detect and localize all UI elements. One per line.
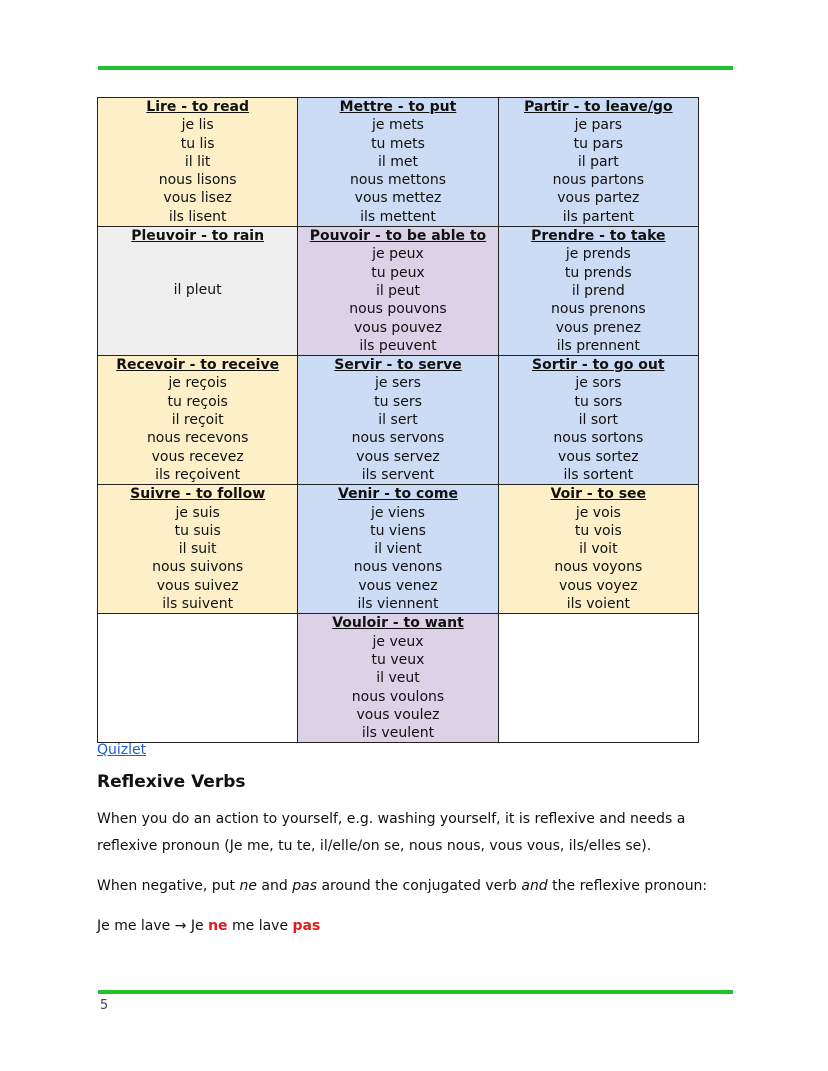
- verb-heading: Lire - to read: [146, 99, 250, 115]
- verb-heading: Mettre - to put: [339, 99, 457, 115]
- section-heading: Reflexive Verbs: [97, 772, 246, 792]
- verb-form: il lit: [184, 153, 211, 170]
- verb-cell-voir: [498, 485, 698, 614]
- verb-form: nous recevons: [146, 430, 249, 447]
- verb-heading: Venir - to come: [338, 486, 458, 503]
- verb-form: ils partent: [562, 208, 634, 225]
- text-span: the reflexive pronoun:: [547, 878, 708, 894]
- verb-heading: Suivre - to follow: [130, 486, 266, 503]
- verb-heading: Partir - to leave/go: [524, 99, 673, 115]
- quizlet-link[interactable]: Quizlet: [97, 742, 147, 758]
- verb-heading: Voir - to see: [550, 486, 647, 503]
- text-span: When negative, put: [97, 878, 240, 894]
- verb-form: il sert: [378, 412, 418, 429]
- verb-heading: Prendre - to take: [531, 228, 666, 245]
- verb-form: tu vois: [574, 522, 622, 539]
- verb-form: tu veux: [371, 651, 425, 668]
- verb-form: ils viennent: [357, 596, 439, 613]
- verb-form: ils mettent: [360, 208, 436, 225]
- negation-paragraph: [97, 873, 717, 900]
- verb-form: vous partez: [557, 190, 640, 207]
- footer-rule: [98, 990, 733, 994]
- verb-form: ils servent: [361, 466, 435, 483]
- table-row: [98, 227, 699, 356]
- text-span: around the conjugated verb: [317, 878, 522, 894]
- highlight-ne: ne: [208, 918, 228, 934]
- verb-form: il met: [378, 153, 418, 170]
- verb-form: vous mettez: [354, 190, 442, 207]
- verb-form: tu peux: [371, 264, 425, 281]
- verb-form: tu lis: [180, 135, 215, 152]
- header-rule: [98, 66, 733, 70]
- text-span: and: [256, 878, 293, 894]
- verb-form: ils sortent: [563, 466, 634, 483]
- verb-heading: Recevoir - to receive: [116, 357, 280, 374]
- verb-form: je vois: [575, 504, 621, 521]
- verb-form: je viens: [371, 504, 425, 521]
- verb-form: je prends: [565, 246, 631, 263]
- text-span: me lave: [227, 918, 293, 934]
- verb-cell-mettre: [298, 98, 498, 227]
- verb-heading: Servir - to serve: [334, 357, 462, 374]
- verb-form: vous voulez: [356, 706, 440, 723]
- verb-form: nous lisons: [158, 172, 237, 189]
- verb-form: ils lisent: [168, 208, 227, 225]
- example-sentence: [97, 913, 717, 940]
- verb-cell-prendre: [498, 227, 698, 356]
- verb-form: vous pouvez: [353, 319, 443, 336]
- verb-cell-lire: [98, 98, 298, 227]
- verb-cell-suivre: [98, 485, 298, 614]
- verb-form: je sers: [375, 375, 421, 392]
- verb-form: vous lisez: [163, 190, 232, 207]
- verb-cell-pouvoir: [298, 227, 498, 356]
- verb-form: vous recevez: [151, 448, 244, 465]
- verb-form: ils peuvent: [359, 337, 437, 354]
- verb-form: ils prennent: [556, 337, 640, 354]
- verb-cell-recevoir: [98, 356, 298, 485]
- verb-form: je mets: [371, 117, 424, 134]
- verb-form: nous suivons: [152, 559, 244, 576]
- verb-form: je veux: [372, 633, 424, 650]
- verb-form: tu mets: [371, 135, 425, 152]
- verb-form: je suis: [175, 504, 220, 521]
- verb-form: nous servons: [351, 430, 445, 447]
- verb-form: nous partons: [552, 172, 645, 189]
- verb-form: nous mettons: [349, 172, 446, 189]
- verb-form: il voit: [579, 541, 618, 558]
- verb-form: il part: [577, 153, 619, 170]
- verb-form: je pars: [574, 117, 623, 134]
- empty-cell: [498, 614, 698, 743]
- verb-cell-pleuvoir: [98, 227, 298, 356]
- verb-form: tu suis: [174, 522, 221, 539]
- verb-form: nous voyons: [554, 559, 643, 576]
- italic-and: and: [521, 878, 548, 894]
- verb-form: vous suivez: [156, 577, 239, 594]
- text-span: Je me lave → Je: [97, 918, 209, 934]
- verb-form: vous voyez: [559, 577, 638, 594]
- verb-form: tu sors: [574, 393, 623, 410]
- verb-form: vous venez: [358, 577, 438, 594]
- verb-cell-sortir: [498, 356, 698, 485]
- verb-form: je peux: [372, 246, 424, 263]
- verb-form: nous sortons: [553, 430, 644, 447]
- verb-form: il sort: [578, 412, 618, 429]
- verb-form: il reçoit: [171, 412, 224, 429]
- verb-form: je reçois: [168, 375, 227, 392]
- verb-form: nous prenons: [551, 301, 646, 318]
- verb-cell-partir: [498, 98, 698, 227]
- table-row: [98, 98, 699, 227]
- verb-form: il vient: [374, 541, 422, 558]
- verb-form: ils voient: [566, 596, 630, 613]
- verb-form: tu sers: [374, 393, 422, 410]
- verb-form: tu prends: [564, 264, 632, 281]
- verb-form: il pleut: [173, 282, 222, 299]
- verb-form: il veut: [376, 670, 420, 687]
- page-number: 5: [100, 998, 109, 1013]
- table-row: [98, 356, 699, 485]
- verb-form: ils veulent: [361, 725, 435, 742]
- verb-heading: Sortir - to go out: [532, 357, 665, 374]
- verb-form: nous venons: [353, 559, 443, 576]
- verb-form: je lis: [181, 117, 214, 134]
- verb-form: tu reçois: [167, 393, 228, 410]
- verb-cell-venir: [298, 485, 498, 614]
- verb-form: tu pars: [573, 135, 623, 152]
- reflexive-intro-paragraph: When you do an action to yourself, e.g. washing yourself, it is reflexive and needs a reflexive pronoun (Je me, tu te, il/elle/on se, nous nous, vous vous, ils/elles se).: [97, 811, 686, 854]
- verb-heading: Pleuvoir - to rain: [131, 228, 265, 245]
- verb-heading: Pouvoir - to be able to: [309, 228, 487, 245]
- table-row: [98, 485, 699, 614]
- empty-cell: [98, 614, 298, 743]
- table-row: [98, 614, 699, 743]
- verb-conjugation-table: [97, 97, 699, 743]
- verb-form: il suit: [178, 541, 217, 558]
- verb-form: il peut: [375, 282, 421, 299]
- verb-heading: Vouloir - to want: [332, 615, 464, 632]
- verb-form: ils suivent: [162, 596, 234, 613]
- highlight-pas: pas: [292, 918, 321, 934]
- verb-form: nous pouvons: [349, 301, 447, 318]
- verb-form: nous voulons: [351, 688, 445, 705]
- italic-ne: ne: [239, 878, 257, 894]
- verb-cell-servir: [298, 356, 498, 485]
- verb-form: vous sortez: [558, 448, 639, 465]
- verb-form: tu viens: [370, 522, 426, 539]
- verb-form: vous prenez: [555, 319, 641, 336]
- verb-form: il prend: [571, 282, 625, 299]
- italic-pas: pas: [292, 878, 317, 894]
- verb-form: ils reçoivent: [155, 466, 241, 483]
- verb-cell-vouloir: [298, 614, 498, 743]
- verb-form: je sors: [575, 375, 622, 392]
- verb-form: vous servez: [356, 448, 440, 465]
